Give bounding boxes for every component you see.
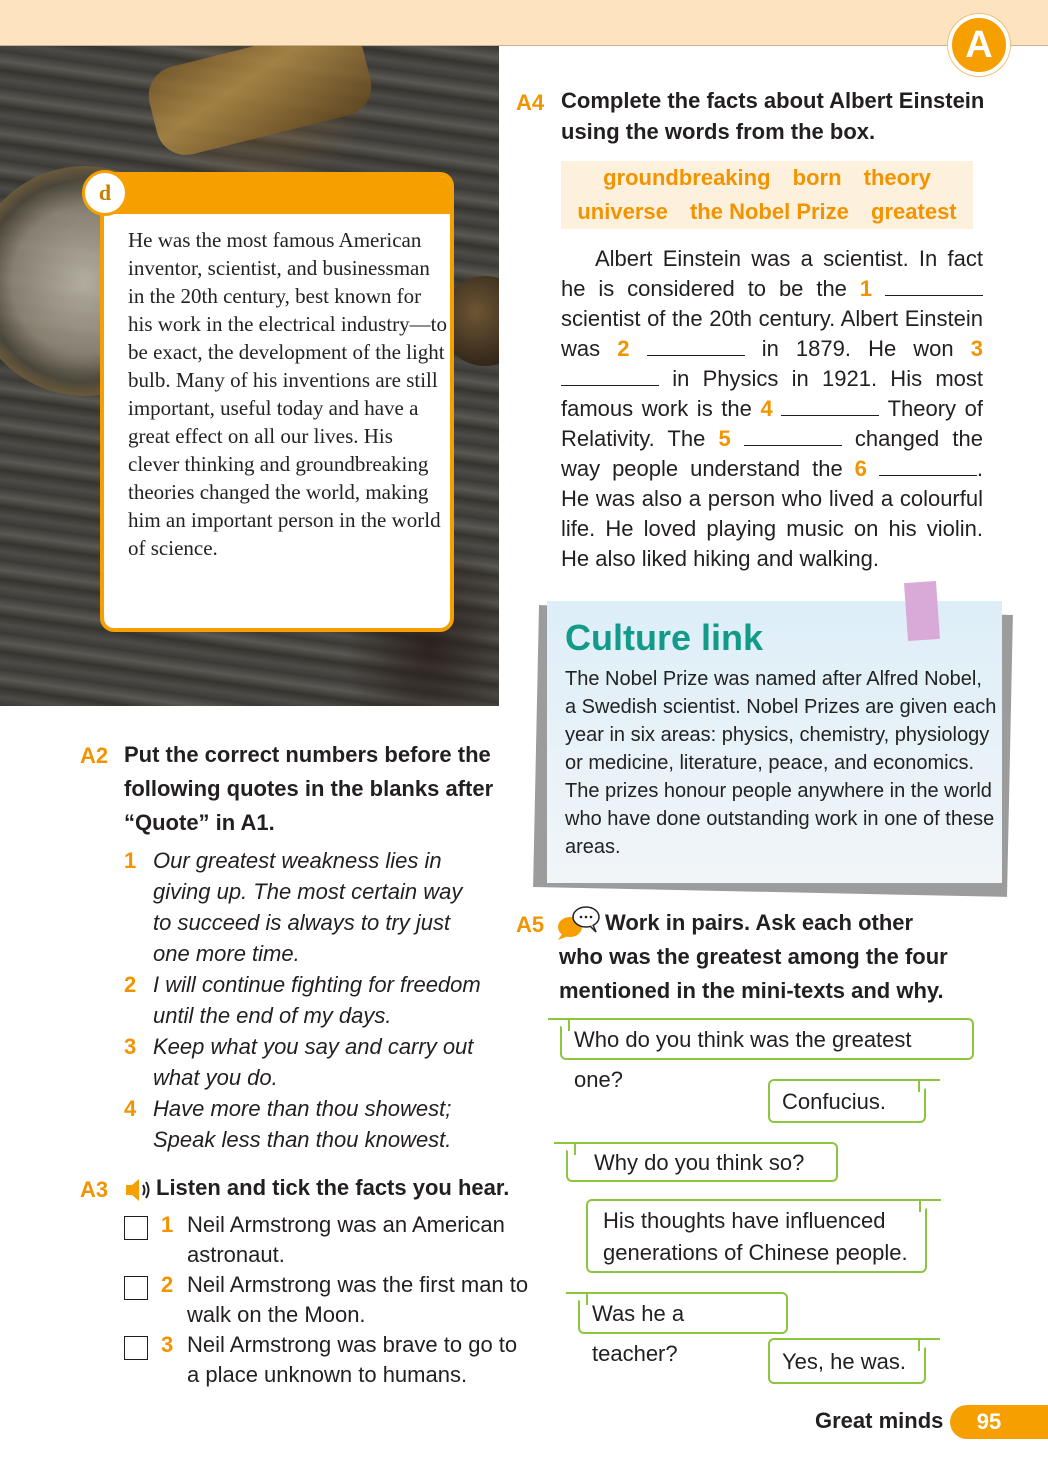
quote-item (124, 1031, 494, 1093)
word-box-row1 (561, 161, 973, 195)
culture-link-box (547, 601, 1002, 883)
dialogue-bubble (560, 1018, 974, 1092)
word-item: greatest (871, 199, 957, 224)
dialogue-text: Who do you think was the greatest one? (574, 1027, 912, 1092)
quote-item (124, 845, 474, 969)
fact-text: Neil Armstrong was brave to go to a place unknown to humans. (187, 1332, 518, 1387)
quote-number: 3 (124, 1034, 137, 1059)
quote-text: Keep what you say and carry out what you do. (153, 1034, 474, 1090)
a3-title: Listen and tick the facts you hear. (156, 1175, 510, 1200)
dialogue-bubble (578, 1292, 788, 1366)
blank-number: 3 (970, 336, 984, 361)
card-text: He was the most famous American inventor, scientist, and businessman in the 20th century, best known for his work in the electrical industry—to be exact, the development of the light bulb. Many of his inventions are still important, useful today and have a great effect on all our lives. His clever thinking and groundbreaking theories changed the world, making him an important person in the world of science. (128, 228, 448, 560)
dialogue-bubble (566, 1142, 838, 1182)
photo-brass-object (142, 46, 377, 161)
dialogue-text: His thoughts have influenced generations of Chinese people. (603, 1208, 908, 1265)
dialogue-text: Confucius. (782, 1089, 886, 1114)
quote-text: Have more than thou showest; Speak less than thou knowest. (153, 1096, 452, 1152)
blank-number: 2 (617, 336, 630, 361)
fact-number: 1 (161, 1212, 174, 1237)
a5-title-line: Work in pairs. Ask each other (605, 910, 914, 935)
blank-2[interactable] (647, 336, 745, 356)
a2-title-line: following quotes in the blanks after (124, 776, 494, 801)
a2-label: A2 (80, 743, 109, 768)
blank-1[interactable] (885, 276, 983, 296)
mini-text-card (100, 172, 454, 632)
quote-item (124, 1093, 464, 1155)
blank-number: 6 (854, 456, 867, 481)
word-box (561, 161, 973, 229)
dialogue-bubble (768, 1079, 926, 1123)
fact-number: 3 (161, 1332, 174, 1357)
culture-title: Culture link (565, 617, 764, 658)
dialogue-bubble (768, 1338, 926, 1384)
quote-item (124, 969, 494, 1031)
a4-text-part: scientist of the 20th century. Albert Einstein was (561, 306, 983, 361)
dialogue-text: Was he a teacher? (592, 1301, 685, 1366)
bubble-tail-right (919, 1199, 941, 1213)
a2-quote-list (124, 845, 504, 1155)
dialogue-text: Why do you think so? (594, 1150, 805, 1175)
card-header (104, 176, 450, 214)
word-box-row2 (561, 195, 973, 229)
speaker-icon[interactable] (124, 1177, 152, 1203)
a4-text-part: . He was also a person who lived a colourful life. He loved playing music on his violin. He also liked hiking and walking. (561, 456, 983, 571)
a2-title-line: “Quote” in A1. (124, 810, 275, 835)
word-item: universe (577, 199, 668, 224)
word-item: groundbreaking (603, 165, 771, 190)
blank-5[interactable] (744, 426, 842, 446)
fact-text: Neil Armstrong was an American astronaut. (187, 1212, 505, 1267)
tick-checkbox[interactable] (124, 1336, 148, 1360)
blank-number: 4 (760, 396, 773, 421)
fact-item (124, 1330, 534, 1390)
culture-tab (904, 581, 940, 641)
a4-text-part: changed the way people understand the (561, 426, 983, 481)
a4-label: A4 (516, 90, 545, 115)
unit-badge: A (948, 14, 1010, 76)
fact-text: Neil Armstrong was the first man to walk on the Moon. (187, 1272, 529, 1327)
blank-6[interactable] (879, 456, 977, 476)
a5-label: A5 (516, 912, 545, 937)
page-number: 95 (950, 1405, 1028, 1439)
tick-checkbox[interactable] (124, 1216, 148, 1240)
a3-label: A3 (80, 1177, 109, 1202)
dialogue-bubble (586, 1199, 927, 1273)
quote-number: 1 (124, 848, 137, 873)
speech-bubbles-icon (556, 905, 602, 941)
a4-passage (561, 244, 983, 574)
a4-title-line1: Complete the facts about Albert Einstein (561, 88, 985, 113)
bubble-tail-left (566, 1292, 588, 1306)
a4-text-part: in 1879. He won (761, 336, 954, 361)
blank-4[interactable] (781, 396, 879, 416)
word-item: the Nobel Prize (689, 199, 849, 224)
tick-checkbox[interactable] (124, 1276, 148, 1300)
quote-text: I will continue fighting for freedom until the end of my days. (153, 972, 481, 1028)
blank-number: 1 (859, 276, 873, 301)
a4-text-part: in Physics in 1921. His most famous work is the (561, 366, 983, 421)
bubble-tail-left (548, 1018, 570, 1032)
bubble-tail-right (918, 1079, 940, 1093)
blank-3[interactable] (561, 366, 659, 386)
quote-number: 2 (124, 972, 137, 997)
quote-number: 4 (124, 1096, 137, 1121)
fact-number: 2 (161, 1272, 174, 1297)
culture-text: The Nobel Prize was named after Alfred Nobel, a Swedish scientist. Nobel Prizes are given each year in six areas: physics, chemistry, physiology or medicine, literature, peace, and economics. The prizes honour people anywhere in the world who have done outstanding work in one of these areas. (565, 668, 997, 858)
bubble-tail-left (554, 1142, 576, 1156)
a4-text-part: Theory of Relativity. The (561, 396, 983, 451)
bubble-tail-right (918, 1338, 940, 1352)
quote-text: Our greatest weakness lies in giving up. The most certain way to succeed is always to try just one more time. (153, 848, 463, 966)
a5-title-line: mentioned in the mini-texts and why. (559, 978, 944, 1003)
top-band (0, 0, 1048, 46)
fact-item (124, 1210, 534, 1270)
a5-title-line: who was the greatest among the four (559, 944, 948, 969)
a4-text-part: Albert Einstein was a scientist. In fact he is considered to be the (561, 246, 983, 301)
a4-title-line2: using the words from the box. (561, 119, 876, 144)
card-label-badge: d (82, 170, 128, 216)
a2-title-line: Put the correct numbers before the (124, 742, 491, 767)
blank-number: 5 (718, 426, 731, 451)
a3-fact-list (124, 1210, 534, 1390)
footer-title: Great minds (815, 1408, 944, 1433)
word-item: born (792, 165, 842, 190)
dialogue-text: Yes, he was. (782, 1349, 906, 1374)
fact-item (124, 1270, 534, 1330)
word-item: theory (863, 165, 931, 190)
